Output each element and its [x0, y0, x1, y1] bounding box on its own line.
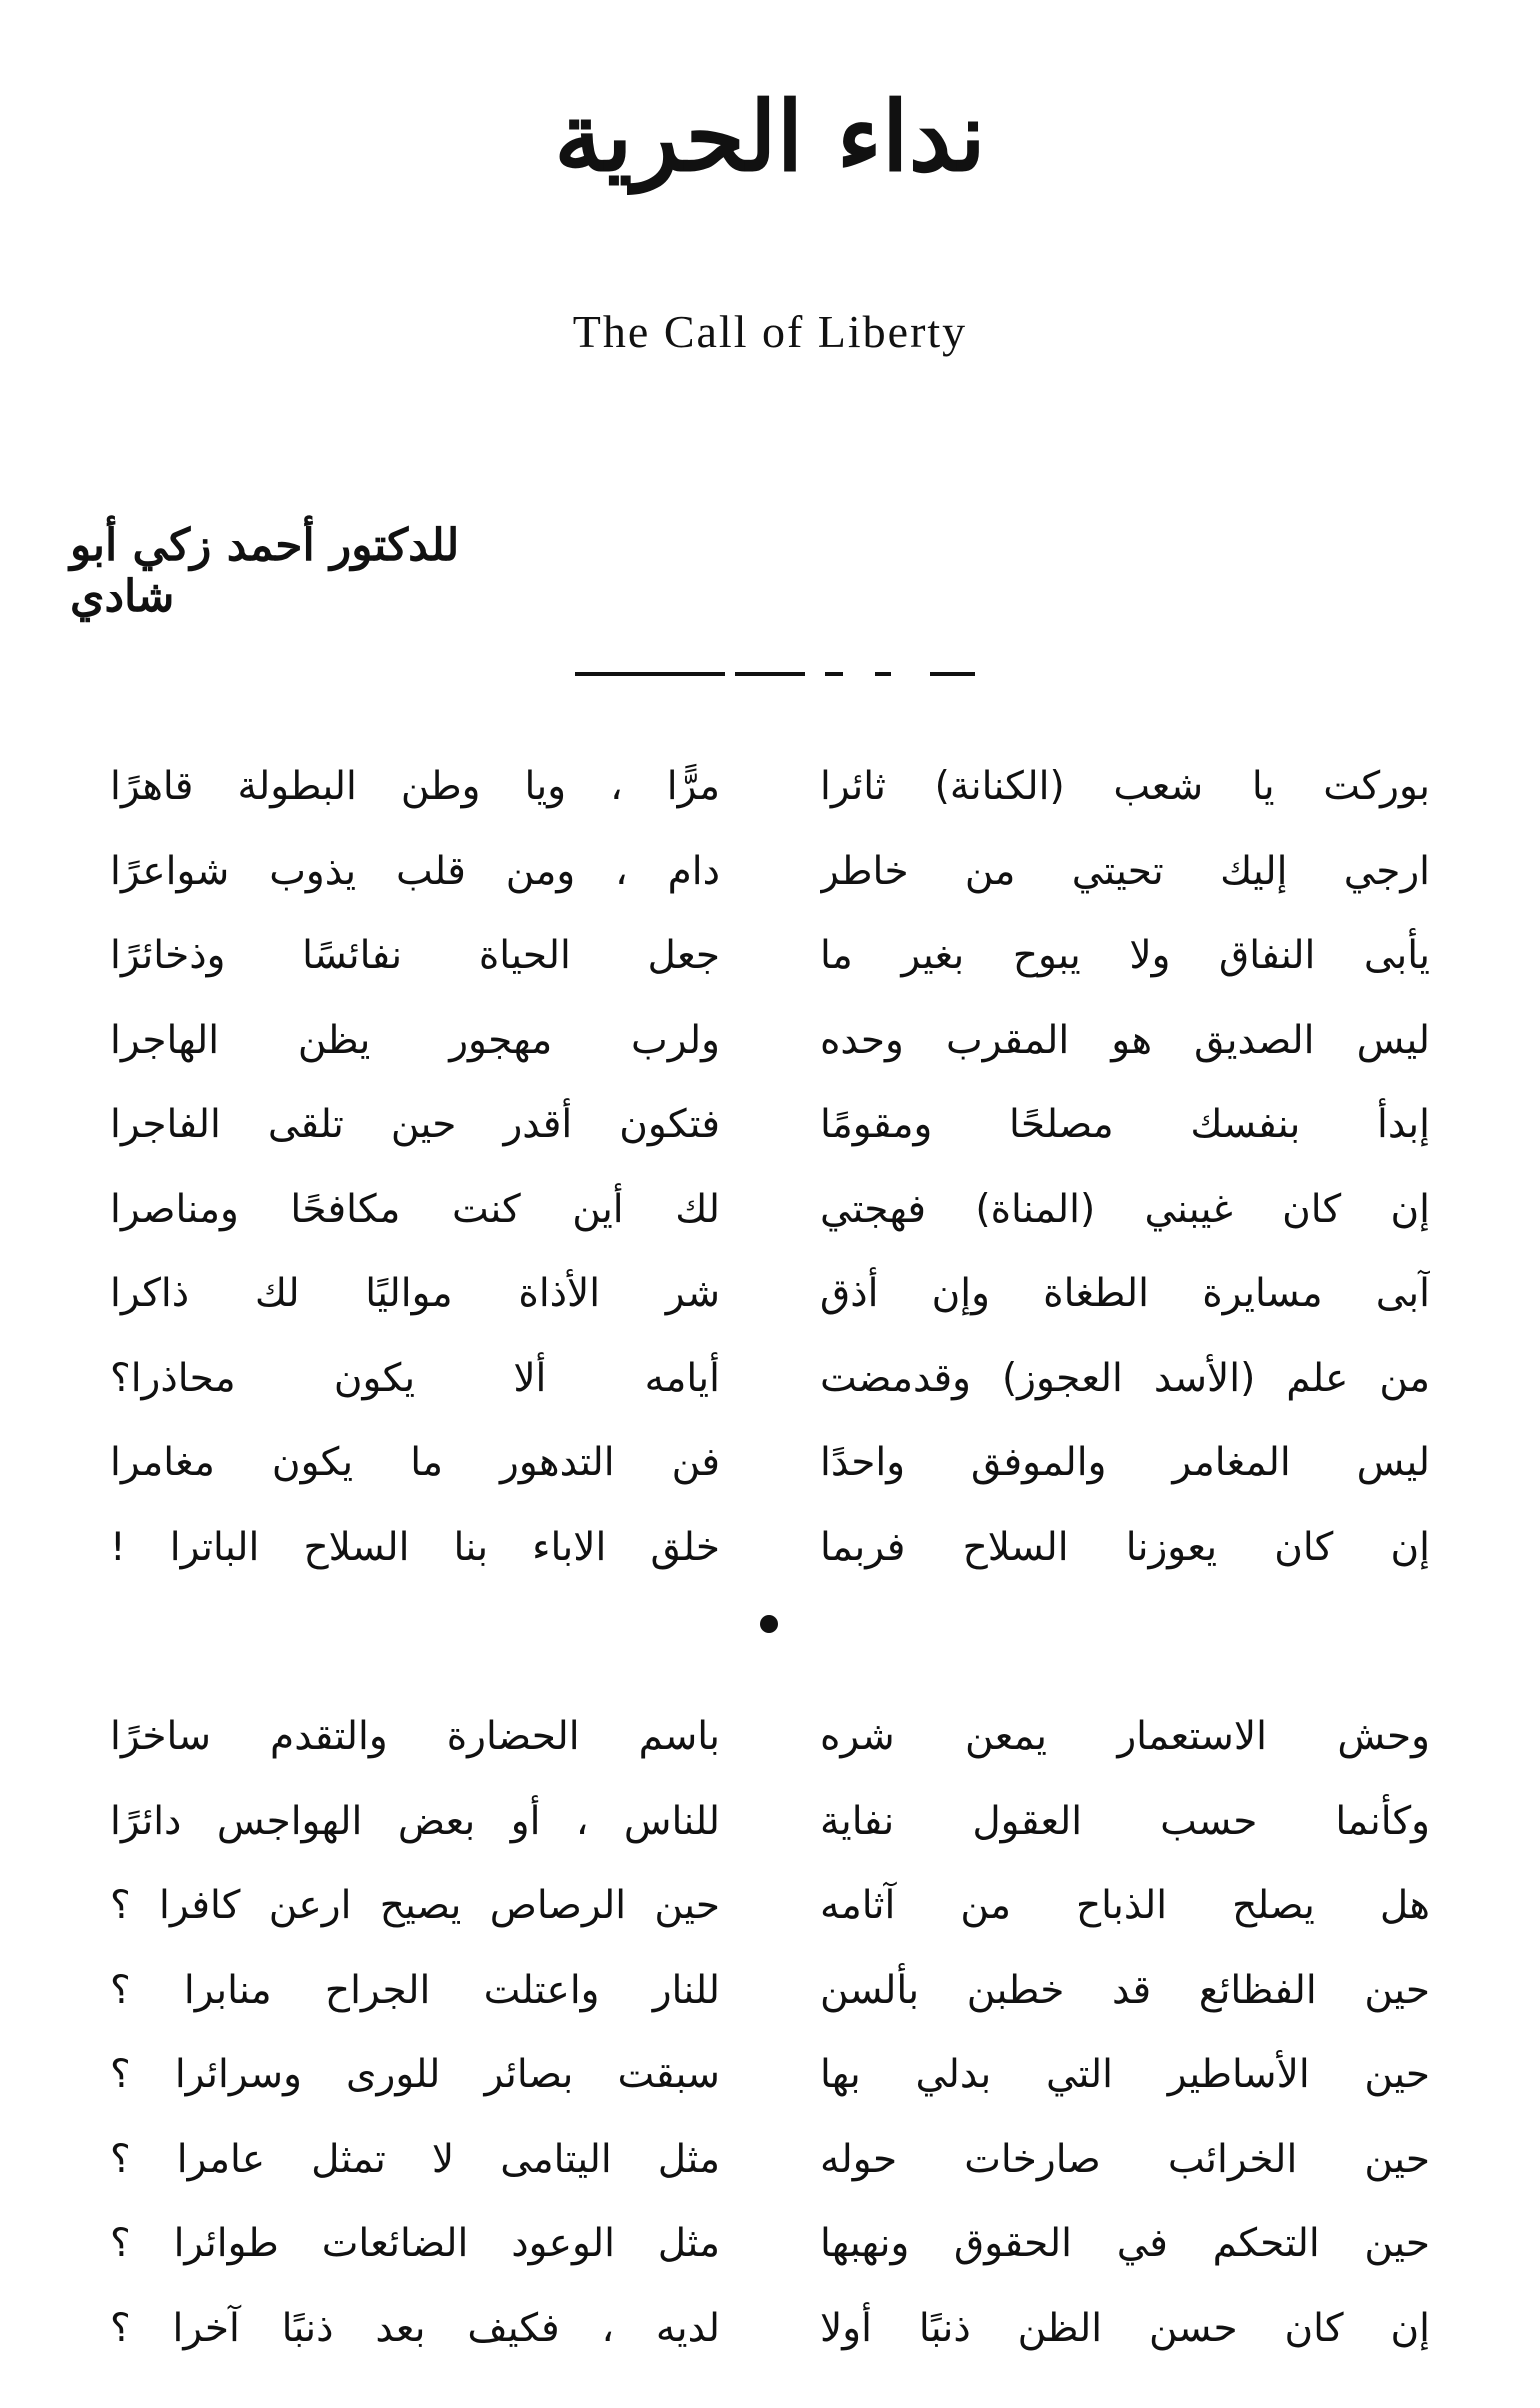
verse-line [110, 1252, 1430, 1337]
verse-first-hemistich: بوركت يا شعب (الكنانة) ثائرا [820, 764, 1430, 809]
verse-first-hemistich: إن كان حسن الظن ذنبًا أولا [820, 2305, 1430, 2351]
verse-second-hemistich: للنار واعتلت الجراح منابرا ؟ [110, 1967, 720, 2013]
verse-line [110, 1421, 1430, 1506]
verse-second-hemistich: جعل الحياة نفائسًا وذخائرًا [110, 933, 720, 978]
verse-second-hemistich: أيامه ألا يكون محاذرا؟ [110, 1355, 720, 1401]
verse-second-hemistich: للناس ، أو بعض الهواجس دائرًا [110, 1798, 720, 1844]
stanza-divider-dot [760, 1615, 778, 1633]
verse-first-hemistich: إبدأ بنفسك مصلحًا ومقومًا [820, 1102, 1430, 1147]
verse-first-hemistich: وحش الاستعمار يمعن شره [820, 1714, 1430, 1759]
verse-line [110, 2033, 1430, 2118]
verse-first-hemistich: آبى مسايرة الطغاة وإن أذق [820, 1271, 1430, 1316]
english-title: The Call of Liberty [572, 306, 968, 357]
separator-segment [825, 672, 843, 676]
verse-first-hemistich: من علم (الأسد العجوز) وقدمضت [820, 1355, 1430, 1401]
verse-line [110, 1780, 1430, 1865]
author-line: للدكتور أحمد زكي أبو شادي [70, 520, 460, 622]
verse-first-hemistich: هل يصلح الذباح من آثامه [820, 1883, 1430, 1928]
verse-second-hemistich: باسم الحضارة والتقدم ساخرًا [110, 1714, 720, 1759]
verse-first-hemistich: وكأنما حسب العقول نفاية [820, 1798, 1430, 1844]
separator-segment [735, 672, 805, 676]
verse-first-hemistich: حين الأساطير التي بدلي بها [820, 2052, 1430, 2097]
verse-line [110, 830, 1430, 915]
verse-line [110, 2287, 1430, 2372]
poem-stanza-1 [110, 745, 1430, 1590]
verse-line [110, 1949, 1430, 2034]
verse-first-hemistich: إن كان يعوزنا السلاح فربما [820, 1524, 1430, 1570]
verse-first-hemistich: حين الخرائب صارخات حوله [820, 2136, 1430, 2182]
separator-segment [930, 672, 975, 676]
verse-second-hemistich: لديه ، فكيف بعد ذنبًا آخرا ؟ [110, 2305, 720, 2351]
title-separator [575, 672, 975, 676]
arabic-title: نداء الحرية [554, 80, 986, 193]
verse-line [110, 1168, 1430, 1253]
verse-second-hemistich: مثل الوعود الضائعات طوائرا ؟ [110, 2221, 720, 2266]
verse-first-hemistich: حين الفظائع قد خطبن بألسن [820, 1967, 1430, 2013]
verse-second-hemistich: مثل اليتامى لا تمثل عامرا ؟ [110, 2136, 720, 2182]
verse-second-hemistich: فتكون أقدر حين تلقى الفاجرا [110, 1102, 720, 1147]
verse-line [110, 2202, 1430, 2287]
verse-first-hemistich: إن كان غيبني (المناة) فهجتي [820, 1186, 1430, 1232]
verse-line [110, 914, 1430, 999]
verse-second-hemistich: شر الأذاة مواليًا لك ذاكرا [110, 1271, 720, 1316]
verse-second-hemistich: مرًّا ، ويا وطن البطولة قاهرًا [110, 764, 720, 809]
poem-stanza-2 [110, 1695, 1430, 2371]
verse-second-hemistich: فن التدهور ما يكون مغامرا [110, 1440, 720, 1485]
verse-second-hemistich: خلق الاباء بنا السلاح الباترا ! [110, 1524, 720, 1570]
separator-segment [875, 672, 891, 676]
verse-line [110, 1864, 1430, 1949]
verse-second-hemistich: دام ، ومن قلب يذوب شواعرًا [110, 848, 720, 894]
verse-first-hemistich: ارجي إليك تحيتي من خاطر [820, 848, 1430, 894]
verse-line [110, 1695, 1430, 1780]
verse-line [110, 2118, 1430, 2203]
verse-line [110, 745, 1430, 830]
verse-second-hemistich: حين الرصاص يصيح ارعن كافرا ؟ [110, 1883, 720, 1928]
verse-first-hemistich: ليس الصديق هو المقرب وحده [820, 1017, 1430, 1063]
verse-second-hemistich: سبقت بصائر للورى وسرائرا ؟ [110, 2052, 720, 2097]
verse-line [110, 1506, 1430, 1591]
verse-line [110, 999, 1430, 1084]
verse-second-hemistich: ولرب مهجور يظن الهاجرا [110, 1017, 720, 1063]
verse-first-hemistich: يأبى النفاق ولا يبوح بغير ما [820, 933, 1430, 978]
verse-first-hemistich: ليس المغامر والموفق واحدًا [820, 1440, 1430, 1485]
verse-first-hemistich: حين التحكم في الحقوق ونهبها [820, 2221, 1430, 2266]
verse-line [110, 1337, 1430, 1422]
separator-segment [575, 672, 725, 676]
verse-line [110, 1083, 1430, 1168]
verse-second-hemistich: لك أين كنت مكافحًا ومناصرا [110, 1186, 720, 1232]
